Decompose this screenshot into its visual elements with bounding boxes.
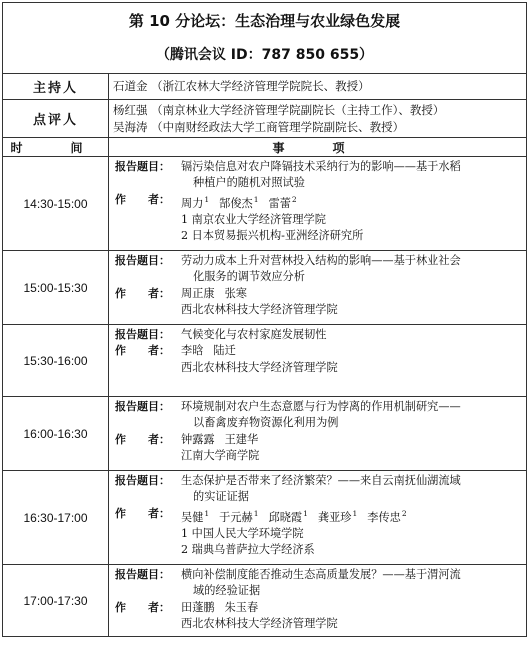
session-row xyxy=(3,397,527,471)
author-label: 作 者： xyxy=(115,286,170,300)
affiliation: 1 中国人民大学环境学院 xyxy=(181,526,304,540)
author-list xyxy=(181,286,524,302)
affiliation-marker: 1 xyxy=(352,508,358,518)
session-time: 16:30-17:00 xyxy=(3,471,109,565)
session-time: 15:00-15:30 xyxy=(3,251,109,325)
author-name: 陆迁 xyxy=(213,344,236,358)
report-title-label: 报告题目： xyxy=(115,400,170,413)
affiliation: 1 南京农业大学经济管理学院 xyxy=(181,212,326,226)
author-list xyxy=(181,506,524,526)
author-name: 于元赫$^1$ xyxy=(219,508,259,524)
session-details xyxy=(109,251,527,325)
author-name: 田蓬鹏 xyxy=(181,600,215,614)
affiliation: 西北农林科技大学经济管理学院 xyxy=(181,360,338,374)
author-name: 李晗 xyxy=(181,344,204,358)
report-title-text: 气候变化与农村家庭发展韧性 xyxy=(181,328,327,341)
affiliation: 西北农林科技大学经济管理学院 xyxy=(181,617,338,631)
author-name: 钟露露 xyxy=(181,432,215,446)
reviewer-line: 杨红强 （南京林业大学经济管理学院副院长（主持工作）、教授） xyxy=(113,102,445,117)
affiliation-marker: 1 xyxy=(303,508,308,518)
session-time: 16:00-16:30 xyxy=(3,397,109,471)
author-name: 邱晓霞$^1$ xyxy=(268,508,308,524)
report-title-label: 报告题目： xyxy=(115,474,170,487)
report-title-text: 生态保护是否带来了经济繁荣？——来自云南抚仙湖流域 xyxy=(181,474,461,487)
report-title-text: 环境规制对农户生态意愿与行为悖离的作用机制研究—— xyxy=(181,400,461,413)
affiliation-marker: 2 xyxy=(401,508,407,518)
affiliation: 2 日本贸易振兴机构-亚洲经济研究所 xyxy=(181,229,364,243)
report-title-text: 镉污染信息对农户降镉技术采纳行为的影响——基于水稻 xyxy=(181,160,461,173)
report-title-text: 域的经验证据 xyxy=(193,584,261,598)
event-column-header: 事 项 xyxy=(109,138,527,157)
report-title-text: 种植户的随机对照试验 xyxy=(193,176,305,190)
reviewer-info xyxy=(109,100,527,138)
report-title-text: 劳动力成本上升对营林投入结构的影响——基于林业社会 xyxy=(181,254,461,267)
time-column-header: 时 间 xyxy=(3,138,109,157)
affiliation: 西北农林科技大学经济管理学院 xyxy=(181,303,338,317)
report-title-label: 报告题目： xyxy=(115,254,170,267)
author-label: 作 者： xyxy=(115,506,170,520)
session-row xyxy=(3,157,527,251)
affiliation-marker: 1 xyxy=(204,194,210,204)
author-name: 周正康 xyxy=(181,286,215,300)
session-time: 15:30-16:00 xyxy=(3,325,109,397)
session-row xyxy=(3,471,527,565)
forum-title: 第 10 分论坛：生态治理与农业绿色发展 xyxy=(128,12,401,30)
session-details xyxy=(109,157,527,251)
session-details xyxy=(109,471,527,565)
report-title-text: 的实证证据 xyxy=(193,490,249,504)
affiliation: 江南大学商学院 xyxy=(181,449,260,463)
report-title-label: 报告题目： xyxy=(115,568,170,581)
host-label: 主持人 xyxy=(3,74,109,100)
author-label: 作 者： xyxy=(115,344,170,358)
report-title-text: 横向补偿制度能否推动生态高质量发展？——基于渭河流 xyxy=(181,568,461,581)
author-name: 王建华 xyxy=(224,432,259,446)
author-name: 朱玉春 xyxy=(224,600,259,614)
author-label: 作 者： xyxy=(115,192,170,206)
reviewer-line: 吴海涛 （中南财经政法大学工商管理学院副院长、教授） xyxy=(113,119,405,134)
author-label: 作 者： xyxy=(115,432,170,446)
affiliation-marker: 1 xyxy=(253,194,259,204)
session-time: 17:00-17:30 xyxy=(3,565,109,637)
session-row xyxy=(3,565,527,637)
author-list xyxy=(181,600,524,616)
session-row xyxy=(3,325,527,397)
host-info: 石道金 （浙江农林大学经济管理学院院长、教授） xyxy=(109,74,527,100)
session-details xyxy=(109,397,527,471)
author-list xyxy=(181,432,524,448)
affiliation-marker: 1 xyxy=(204,508,210,518)
meeting-id: （腾讯会议 ID：787 850 655） xyxy=(155,47,374,63)
author-list xyxy=(181,343,524,359)
affiliation-marker: 1 xyxy=(253,508,259,518)
author-name: 张寒 xyxy=(224,286,247,300)
author-list xyxy=(181,192,524,212)
report-title-label: 报告题目： xyxy=(115,328,170,341)
session-details xyxy=(109,325,527,397)
affiliation-marker: 2 xyxy=(291,194,297,204)
author-name: 吴健$^1$ xyxy=(181,508,210,524)
affiliation: 2 瑞典乌普萨拉大学经济系 xyxy=(181,543,315,557)
author-name: 雷蕾$^2$ xyxy=(268,194,297,210)
report-title-label: 报告题目： xyxy=(115,160,170,173)
report-title-text: 化服务的调节效应分析 xyxy=(193,270,305,284)
schedule-table xyxy=(2,2,527,637)
author-label: 作 者： xyxy=(115,600,170,614)
author-name: 郜俊杰$^1$ xyxy=(219,194,259,210)
session-row xyxy=(3,251,527,325)
author-name: 周力$^1$ xyxy=(181,194,210,210)
report-title-text: 以畜禽废弃物资源化利用为例 xyxy=(193,416,339,430)
author-name: 龚亚珍$^1$ xyxy=(317,508,358,524)
author-name: 李传忠$^2$ xyxy=(367,508,407,524)
session-time: 14:30-15:00 xyxy=(3,157,109,251)
reviewer-label: 点评人 xyxy=(3,100,109,138)
forum-title-cell xyxy=(3,3,527,74)
session-details xyxy=(109,565,527,637)
